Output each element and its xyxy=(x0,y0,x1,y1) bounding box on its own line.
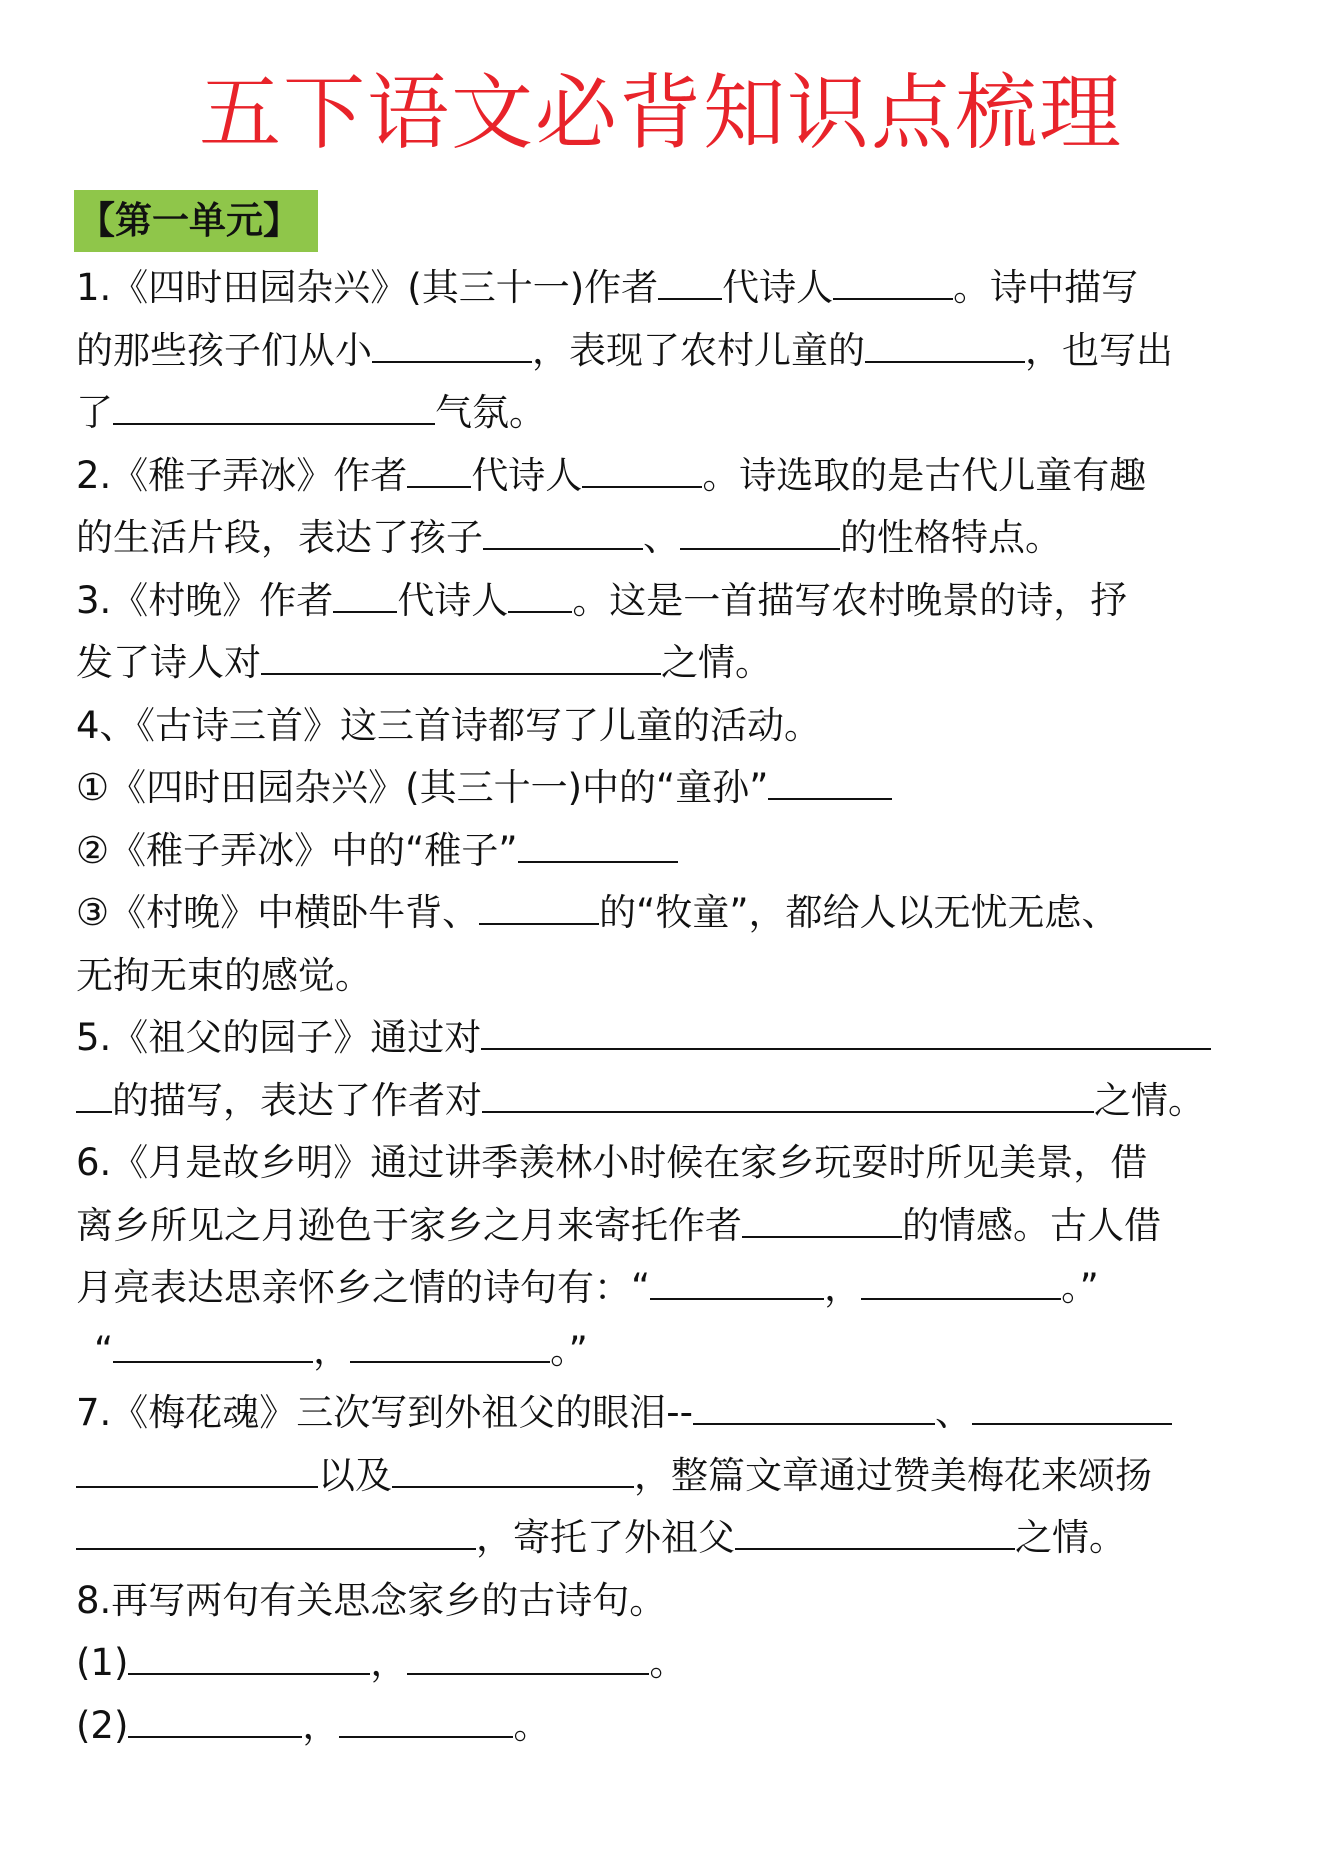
text: 。” xyxy=(1061,1266,1099,1309)
q6-line-1: 6.《月是故乡明》通过讲季羡林小时候在家乡玩耍时所见美景，借 xyxy=(76,1141,1148,1184)
text: 1.《四时田园杂兴》(其三十一)作者 xyxy=(76,266,659,309)
text: 之情。 xyxy=(661,641,772,684)
text: ， xyxy=(370,1641,408,1684)
q2-line-2 xyxy=(76,507,1256,570)
blank[interactable] xyxy=(261,637,661,675)
text: 之情。 xyxy=(1015,1516,1126,1559)
blank[interactable] xyxy=(128,1700,302,1738)
blank[interactable] xyxy=(483,512,643,550)
blank[interactable] xyxy=(680,512,840,550)
text: 2.《稚子弄冰》作者 xyxy=(76,453,408,497)
blank[interactable] xyxy=(482,1075,1094,1113)
text: 的描写，表达了作者对 xyxy=(112,1078,482,1122)
q5-line-1 xyxy=(76,1007,1256,1070)
q1-line-1 xyxy=(76,257,1256,320)
blank[interactable] xyxy=(658,262,722,300)
blank[interactable] xyxy=(693,1387,935,1425)
text: ，整篇文章通过赞美梅花来颂扬 xyxy=(634,1453,1152,1497)
q6-line-2 xyxy=(76,1195,1256,1258)
blank[interactable] xyxy=(518,825,678,863)
blank[interactable] xyxy=(113,387,435,425)
text: 、 xyxy=(643,516,680,559)
text: 的生活片段，表达了孩子 xyxy=(76,516,483,559)
text: 的“牧童”，都给人以无忧无虑、 xyxy=(599,891,1119,934)
text: ，寄托了外祖父 xyxy=(476,1516,735,1559)
text: ， xyxy=(313,1328,351,1372)
q6-line-4 xyxy=(76,1320,1256,1383)
text: 气氛。 xyxy=(435,391,546,434)
q8-part-1 xyxy=(76,1632,1256,1695)
text: ①《四时田园杂兴》(其三十一)中的“童孙” xyxy=(76,766,769,809)
blank[interactable] xyxy=(113,1325,313,1363)
text: ②《稚子弄冰》中的“稚子” xyxy=(76,828,518,872)
q7-line-1 xyxy=(76,1382,1256,1445)
text: 。 xyxy=(513,1703,551,1747)
blank[interactable] xyxy=(333,575,397,613)
blank[interactable] xyxy=(372,325,532,363)
unit-heading: 【第一单元】 xyxy=(74,190,318,252)
blank[interactable] xyxy=(650,1262,824,1300)
blank[interactable] xyxy=(768,762,892,800)
blank[interactable] xyxy=(407,1637,649,1675)
q4-sub-2 xyxy=(76,820,1256,883)
text: 。 xyxy=(649,1641,687,1684)
page-title: 五下语文必背知识点梳理 xyxy=(198,66,1123,161)
text: 发了诗人对 xyxy=(76,641,261,684)
text: ， xyxy=(302,1703,340,1747)
worksheet-content xyxy=(76,257,1256,1757)
text: 之情。 xyxy=(1094,1078,1205,1122)
blank[interactable] xyxy=(76,1450,318,1488)
blank[interactable] xyxy=(735,1512,1015,1550)
blank[interactable] xyxy=(339,1700,513,1738)
blank[interactable] xyxy=(508,575,572,613)
text: (2) xyxy=(76,1703,129,1747)
q4-sub-3-cont: 无拘无束的感觉。 xyxy=(76,953,372,997)
blank[interactable] xyxy=(865,325,1025,363)
text: 。这是一首描写农村晚景的诗，抒 xyxy=(572,578,1128,622)
blank[interactable] xyxy=(407,450,471,488)
blank[interactable] xyxy=(833,262,953,300)
blank[interactable] xyxy=(972,1387,1172,1425)
text: 。诗选取的是古代儿童有趣 xyxy=(702,453,1147,497)
text: 7.《梅花魂》三次写到外祖父的眼泪-- xyxy=(76,1391,694,1434)
blank[interactable] xyxy=(76,1075,112,1113)
q6-line-3 xyxy=(76,1257,1256,1320)
q4-sub-3 xyxy=(76,882,1256,945)
text: 代诗人 xyxy=(471,453,583,497)
text: 的情感。古人借 xyxy=(902,1203,1161,1247)
text: 了 xyxy=(76,391,113,434)
text: ，表现了农村儿童的 xyxy=(532,328,865,372)
q2-line-1 xyxy=(76,445,1256,508)
q5-line-2 xyxy=(76,1070,1256,1133)
q8-line-1: 8.再写两句有关思念家乡的古诗句。 xyxy=(76,1578,667,1622)
blank[interactable] xyxy=(481,1012,1211,1050)
blank[interactable] xyxy=(350,1325,550,1363)
text: 、 xyxy=(935,1391,973,1434)
text: 的那些孩子们从小 xyxy=(76,328,372,372)
text: ③《村晚》中横卧牛背、 xyxy=(76,891,480,934)
text: 离乡所见之月逊色于家乡之月来寄托作者 xyxy=(76,1203,742,1247)
text: 以及 xyxy=(318,1453,392,1497)
q8-part-2 xyxy=(76,1695,1256,1758)
q3-line-1 xyxy=(76,570,1256,633)
text: 3.《村晚》作者 xyxy=(76,578,334,622)
text: “ xyxy=(94,1328,114,1372)
blank[interactable] xyxy=(392,1450,634,1488)
text: 月亮表达思亲怀乡之情的诗句有：“ xyxy=(76,1266,651,1309)
q3-line-2 xyxy=(76,632,1256,695)
q1-line-2 xyxy=(76,320,1256,383)
text: ， xyxy=(824,1266,862,1309)
text: 。诗中描写 xyxy=(953,266,1139,309)
blank[interactable] xyxy=(742,1200,902,1238)
blank[interactable] xyxy=(582,450,702,488)
text: 。” xyxy=(550,1328,588,1372)
q4-line-1: 4、《古诗三首》这三首诗都写了儿童的活动。 xyxy=(76,703,822,747)
q1-line-3 xyxy=(76,382,1256,445)
blank[interactable] xyxy=(76,1512,476,1550)
q7-line-2 xyxy=(76,1445,1256,1508)
blank[interactable] xyxy=(861,1262,1061,1300)
text: 的性格特点。 xyxy=(840,516,1062,559)
text: (1) xyxy=(76,1641,129,1684)
text: 代诗人 xyxy=(722,266,834,309)
text: 代诗人 xyxy=(397,578,509,622)
q7-line-3 xyxy=(76,1507,1256,1570)
blank[interactable] xyxy=(128,1637,370,1675)
text: 5.《祖父的园子》通过对 xyxy=(76,1016,482,1059)
text: ，也写出 xyxy=(1025,328,1173,372)
q4-sub-1 xyxy=(76,757,1256,820)
blank[interactable] xyxy=(479,887,599,925)
